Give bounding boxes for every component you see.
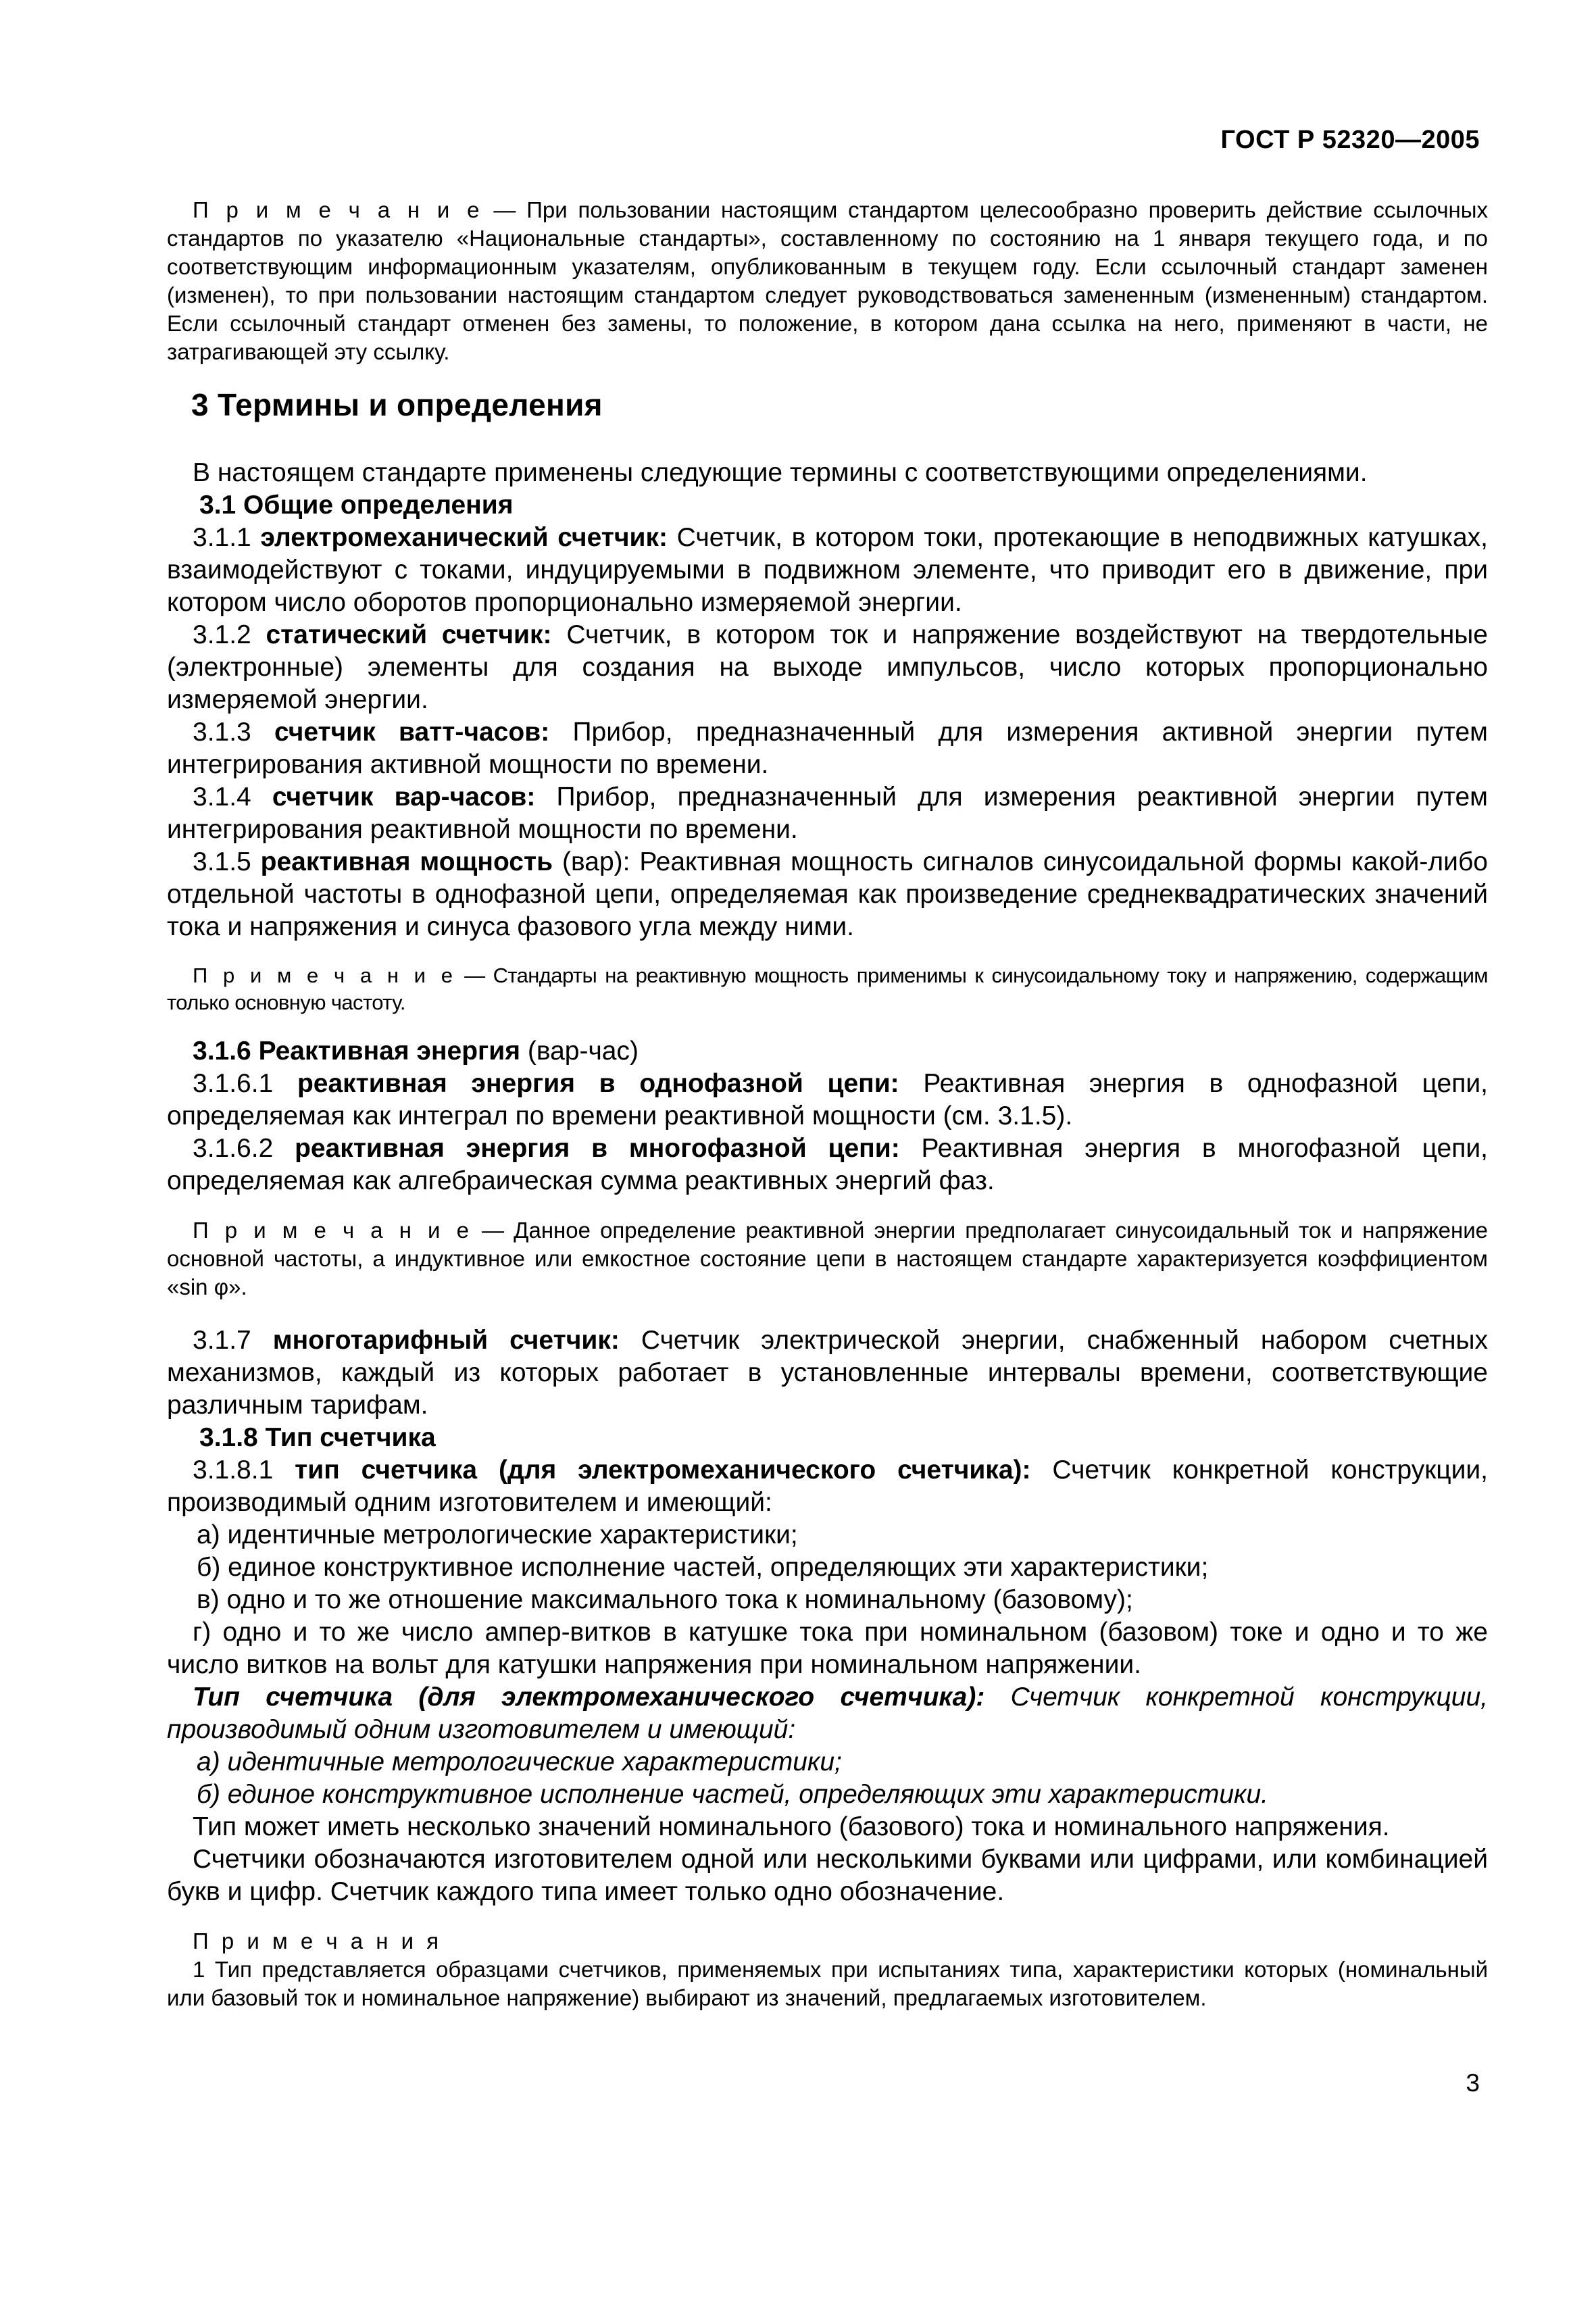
definition-text: Счетчик, в котором токи, протекающие в неподвижных катушках, взаимодействуют с токами, индуцируемыми в подвижном элементе, что приводит его в движение, при котором число оборотов пропорционально измеряемой энергии. xyxy=(167,523,1488,617)
definition-3-1-2 xyxy=(167,619,1488,716)
note-label: П р и м е ч а н и е xyxy=(193,1218,472,1243)
subsection-3-1-8-title: 3.1.8 Тип счетчика xyxy=(199,1423,436,1452)
definition-term: реактивная мощность xyxy=(260,847,553,876)
definition-text: Счетчик конкретной конструкции, производимый одним изготовителем и имеющий: xyxy=(167,1455,1489,1517)
page-content xyxy=(167,196,1488,2012)
definition-text: Прибор, предназначенный для измерения активной энергии путем интегрирования активной мощности по времени. xyxy=(167,718,1488,779)
definition-text: Реактивная энергия в однофазной цепи, определяемая как интеграл по времени реактивной мощности (см. 3.1.5). xyxy=(167,1069,1488,1130)
definition-term: счетчик ватт-часов: xyxy=(274,718,550,747)
definition-text: (вар-час) xyxy=(520,1037,639,1066)
note-label: П р и м е ч а н и е xyxy=(193,197,483,222)
definition-3-1-8-1 xyxy=(167,1454,1488,1519)
italic-item-b: б) единое конструктивное исполнение частей, определяющих эти характеристики. xyxy=(197,1780,1268,1809)
definition-term: счетчик вар-часов: xyxy=(272,782,536,812)
paragraph-designation: Счетчики обозначаются изготовителем одной или несколькими буквами или цифрами, или комбинацией букв и цифр. Счетчик каждого типа имеет только одно обозначение. xyxy=(167,1845,1488,1906)
italic-definition xyxy=(167,1681,1488,1746)
definition-term: реактивная энергия в многофазной цепи: xyxy=(295,1134,900,1163)
subsection-3-1-title: 3.1 Общие определения xyxy=(199,491,514,520)
definition-3-1-6-1 xyxy=(167,1068,1488,1132)
definition-number: 3.1.4 xyxy=(193,782,272,812)
definition-text: Счетчик электрической энергии, снабженный набором счетных механизмов, каждый из которых работает в установленные интервалы времени, соответствующие различным тарифам. xyxy=(167,1326,1489,1420)
note-text: — Данное определение реактивной энергии предполагает синусоидальный ток и напряжение основной частоты, а индуктивное или емкостное состояние цепи в настоящем стандарте характеризуется коэффициентом «sin φ». xyxy=(167,1218,1489,1299)
definition-number: 3.1.6.1 xyxy=(193,1069,297,1098)
definition-3-1-6-2 xyxy=(167,1132,1488,1197)
definition-text: Реактивная энергия в многофазной цепи, определяемая как алгебраическая сумма реактивных энергий фаз. xyxy=(167,1134,1488,1195)
notes-label xyxy=(167,1927,1488,1956)
definition-text: Счетчик конкретной конструкции, производимый одним изготовителем и имеющий: xyxy=(167,1683,1488,1744)
list-item-g: г) одно и то же число ампер-витков в катушке тока при номинальном (базовом) токе и одно и то же число витков на вольт для катушки напряжения при номинальном напряжении. xyxy=(167,1618,1488,1679)
definition-3-1-4 xyxy=(167,781,1488,846)
list-item-a: а) идентичные метрологические характеристики; xyxy=(197,1520,798,1549)
definition-number: 3.1.1 xyxy=(193,523,261,552)
paragraph-type-values: Тип может иметь несколько значений номинального (базового) тока и номинального напряжения. xyxy=(193,1812,1390,1841)
note-text: — При пользовании настоящим стандартом целесообразно проверить действие ссылочных стандартов по указателю «Национальные стандарты», составленному по состоянию на 1 января текущего года, и по соответствующим информационным указателям, опубликованным в текущем году. Если ссылочный стандарт заменен (изменен), то при пользовании настоящим стандартом следует руководствоваться замененным (измененным) стандартом. Если ссылочный стандарт отменен без замены, то положение, в котором дана ссылка на него, применяют в части, не затрагивающей эту ссылку. xyxy=(167,197,1488,364)
page-number: 3 xyxy=(1466,2069,1480,2097)
definition-3-1-7 xyxy=(167,1324,1488,1422)
definition-3-1-5 xyxy=(167,846,1488,943)
section-title: 3 Термины и определения xyxy=(191,387,603,422)
definition-text: Прибор, предназначенный для измерения реактивной энергии путем интегрирования реактивной мощности по времени. xyxy=(167,782,1488,844)
italic-item-a: а) идентичные метрологические характеристики; xyxy=(197,1747,842,1776)
definition-3-1-1 xyxy=(167,522,1488,619)
definition-term: многотарифный счетчик: xyxy=(272,1326,620,1355)
definition-number: 3.1.2 xyxy=(193,620,266,649)
definition-text: (вар): Реактивная мощность сигналов синусоидальной формы какой-либо отдельной частоты в однофазной цепи, определяемая как произведение среднеквадратических значений тока и напряжения и синуса фазового угла между ними. xyxy=(167,847,1488,941)
definition-number: 3.1.3 xyxy=(193,718,275,747)
list-item-v: в) одно и то же отношение максимального тока к номинальному (базовому); xyxy=(197,1585,1133,1614)
note-3-1-5 xyxy=(167,962,1488,1016)
definition-term: тип счетчика (для электромеханического счетчика): xyxy=(295,1455,1031,1485)
document-id: ГОСТ Р 52320—2005 xyxy=(1220,126,1480,154)
definition-term: статический счетчик: xyxy=(266,620,552,649)
note-label: П р и м е ч а н и е xyxy=(193,964,456,987)
definition-term: реактивная энергия в однофазной цепи: xyxy=(297,1069,899,1098)
definition-number: 3.1.6.2 xyxy=(193,1134,295,1163)
definition-text: Счетчик, в котором ток и напряжение воздействуют на твердотельные (электронные) элементы для создания на выходе импульсов, число которых пропорционально измеряемой энергии. xyxy=(167,620,1488,714)
note-text: — Стандарты на реактивную мощность применимы к синусоидальному току и напряжению, содержащим только основную частоту. xyxy=(167,964,1488,1014)
definition-3-1-6 xyxy=(167,1035,1488,1068)
definition-number: 3.1.6 Реактивная энергия xyxy=(193,1037,520,1066)
definition-number: 3.1.5 xyxy=(193,847,261,876)
list-item-b: б) единое конструктивное исполнение частей, определяющих эти характеристики; xyxy=(197,1553,1209,1582)
section-intro: В настоящем стандарте применены следующие термины с соответствующими определениями. xyxy=(193,458,1368,487)
intro-note xyxy=(167,196,1488,366)
definition-number: 3.1.8.1 xyxy=(193,1455,295,1485)
note-label: П р и м е ч а н и я xyxy=(193,1928,443,1953)
definition-3-1-3 xyxy=(167,716,1488,781)
note-3-1-6 xyxy=(167,1216,1488,1301)
definition-number: 3.1.7 xyxy=(193,1326,273,1355)
definition-term: Тип счетчика (для электромеханического счетчика): xyxy=(193,1683,985,1712)
definition-term: электромеханический счетчик: xyxy=(260,523,668,552)
note-1: 1 Тип представляется образцами счетчиков, применяемых при испытаниях типа, характеристики которых (номинальный или базовый ток и номинальное напряжение) выбирают из значений, предлагаемых изготовителем. xyxy=(167,1957,1488,2010)
